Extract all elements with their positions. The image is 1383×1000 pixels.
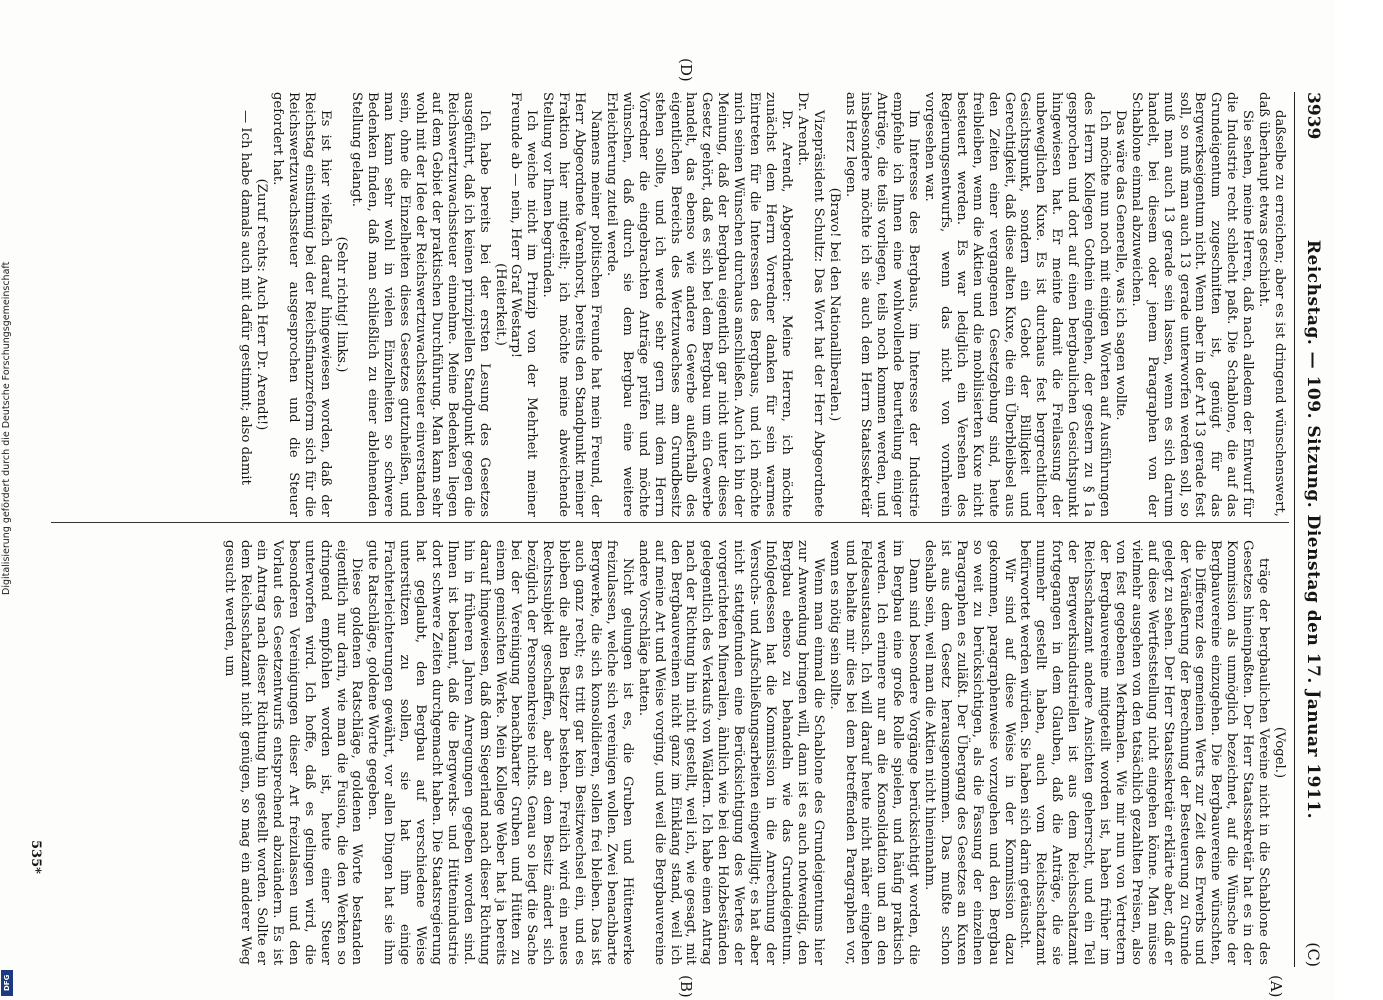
left-paragraph: Es ist hier vielfach darauf hingewiesen worden, daß der Reichstag einstimmig bei der Reichsfinanzreform sich für die Reichswertzuwachssteuer ausgesprochen und die Steuer gefordert hat.	[269, 92, 333, 517]
left-paragraph: Dr. Arendt, Abgeordneter: Meine Herren, ich möchte zunächst dem Herrn Vorredner danken für sein warmes Eintreten für die Interessen des Bergbaus, und ich möchte mich seinen Wünschen durchaus anschließen. Auch ich bin der Meinung, daß der Bergbau eigentlich gar nicht unter dieses Gesetz gehört, daß es sich bei dem Bergbau um ein Gewerbe handelt, das ebenso wie andere Gewerbe außerhalb des eigentlichen Bereichs des Wertzuwachses am Grundbesitz stehen sollte, und ich werde sehr gern mit dem Herrn Vorredner die eingebrachten Anträge prüfen und möchte wünschen, daß durch sie dem Bergbau eine weitere Erleichterung zuteil werde.	[603, 92, 794, 517]
page-title: Reichstag. — 109. Sitzung. Dienstag den 17. Januar 1911.	[1303, 239, 1323, 820]
left-paragraph: Ich habe bereits bei der ersten Lesung des Gesetzes ausgeführt, daß ich keinen prinzipiellen Standpunkt gegen die Reichswertzuwachssteuer einnehme. Meine Bedenken liegen auf dem Gebiet der praktischen Durchführung. Man kann sehr wohl mit der Idee der Reichswertzuwachssteuer einverstanden sein, ohne die Einzelheiten dieses Gesetzes gutzuheißen, und man kann sehr wohl in vielen Einzelheiten so schwere Bedenken finden, daß man schließlich zu einer ablehnenden Stellung gelangt.	[349, 92, 492, 517]
right-paragraph: (Vogel.)	[1272, 726, 1287, 779]
left-paragraph: Namens meiner politischen Freunde hat mein Freund, der Herr Abgeordnete Varenhorst, bereits den Standpunkt meiner Fraktion hier mitgeteilt; ich möchte meine abweichende Stellung vor Ihnen begründen.	[540, 92, 604, 517]
right-paragraph: träge der bergbaulichen Vereine nicht in die Schablone des Gesetzes hineinpaßten. Der Herr Staatssekretär hat es in der Kommission als unmöglich bezeichnet, auf die Wünsche der Bergbauvereine einzugehen. Die Bergbauvereine wünschten, die Differenz des gemeinen Werts zur Zeit des Erwerbs und der Veräußerung der Berechnung der Besteuerung zu Grunde gelegt zu sehen. Der Herr Staatssekretär erklärte aber, daß er auf diese Wertfeststellung nicht eingehen könne. Man müsse vielmehr ausgehen von den tatsächlich gezahlten Preisen, also von fest gegebenen Merkmalen. Wie mir nun von Vertretern der Bergbauvereine mitgeteilt worden ist, haben früher im Reichsschatzamt andere Ansichten geherrscht, und ein Teil der Bergwerksindustriellen ist aus dem Reichsschatzamt fortgegangen in dem Glauben, daß die Anträge, die sie nunmehr gestellt haben, auch vom Reichsschatzamt befürwortet werden würden. Sie haben sich darin getäuscht.	[1017, 540, 1272, 965]
header-rule	[1294, 92, 1295, 967]
left-column	[237, 92, 1287, 517]
right-paragraph: Wir sind auf diese Weise in der Kommission dazu gekommen, paragraphenweise vorzugehen und den Bergbau so weit zu berücksichtigen, als die Fassung der einzelnen Paragraphen es zuläßt. Der Übergang des Gesetzes an Kuxen ist aus dem Gesetz herausgenommen. Das mußte schon deshalb sein, weil man die Aktien nicht hineinnahm.	[922, 540, 1017, 965]
signature-mark: 535*	[28, 840, 43, 874]
column-marker-header: (C)	[1304, 942, 1323, 967]
right-paragraph: Nicht gelungen ist es, die Gruben und Hüttenwerke freizulassen, welche sich vereinigen wollen. Zwei benachbarte Bergwerke, die sich konsolidieren, sollen frei bleiben. Das ist auch ganz recht; es tritt gar kein Besitzwechsel ein, und es bleiben die alten Besitzer bestehen. Freilich wird ein neues Rechtssubjekt geschaffen, aber an dem Besitz ändert sich bezüglich der Personenkreise nichts. Genau so liegt die Sache bei der Vereinigung benachbarter Gruben und Hütten zu einem gemischten Werke. Mein Kollege Weber hat ja bereits darauf hingewiesen, daß dem Siegerland nach dieser Richtung hin in früheren Jahren Anregungen gegeben worden sind. Ihnen ist bekannt, daß die Bergwerks- und Hüttenindustrie dort schwere Zeiten durchgemacht haben. Die Staatsregierung hat geglaubt, den Bergbau auf verschiedene Weise unterstützen zu sollen, sie hat ihm einige Frachterleichterungen gewährt, vor allen Dingen hat sie ihm gute Ratschläge, goldene Worte gegeben.	[365, 540, 635, 965]
left-paragraph: Im Interesse des Bergbaus, im Interesse der Industrie empfehle ich Ihnen eine wohlwollende Beurteilung einiger Anträge, die teils vorliegen, teils noch kommen werden, und insbesondere möchte ich sie auch dem Herrn Staatssekretär ans Herz legen.	[842, 92, 922, 517]
page-header	[1297, 92, 1327, 967]
column-divider	[51, 522, 1289, 523]
left-paragraph: (Heiterkeit.)	[492, 263, 508, 346]
left-paragraph: (Zuruf rechts: Auch Herr Dr. Arendt!)	[254, 178, 269, 431]
left-paragraph: — Ich habe damals auch mit dafür gestimmt; also damit	[238, 110, 254, 485]
page-number: 3939	[1303, 92, 1323, 140]
left-paragraph: (Sehr richtig! links.)	[333, 236, 349, 373]
right-paragraph: Dann sind besondere Vorgänge berücksichtigt worden, die im Bergbau eine große Rolle spielen, und häufig praktisch werden. Ich erinnere nur an die Konsolidation und an den Feldesaustausch. Ich will darauf heute nicht näher eingehen und behalte mir dies bei dem betreffenden Paragraphen vor, wenn es nötig sein sollte.	[826, 540, 922, 965]
left-paragraph: Ich weiche nicht im Prinzip von der Mehrheit meiner Freunde ab — nein, Herr Graf Westarp!	[508, 92, 540, 517]
left-paragraph: Das wäre das Generelle, was ich sagen wollte.	[1112, 110, 1128, 421]
right-column	[221, 540, 1287, 965]
margin-marker-d: (D)	[677, 58, 695, 82]
left-paragraph: Sie sehen, meine Herren, daß nach alledem der Entwurf für die Industrie recht schlecht paßt. Die Schablone, die auf das Grundeigentum zugeschnitten ist, genügt für das Bergwerkseigentum nicht. Wenn aber in der Art 13 gerade fest soll, so muß man auch 13 gerade unterworfen werden soll, so muß man auch 13 gerade sein lassen, wenn es sich darum handelt, bei diesem oder jenem Paragraphen von der Schablone einmal abzuweichen.	[1128, 92, 1256, 517]
dfg-logo-icon: DFG	[1, 970, 13, 996]
left-paragraph: daßselbe zu erreichen; aber es ist dringend wünschenswert, daß überhaupt etwas geschieht.	[1256, 92, 1287, 517]
right-paragraph: Diese goldenen Ratschläge, goldenen Worte bestanden eigentlich nur darin, wie man die Fusion, die den Werken so dringend empfohlen worden ist, heute einer Steuer unterworfen wird. Ich hoffe, daß es gelingen wird, die besonderen Vereinigungen dieser Art freizulassen und den Vorlaut des Gesetzentwurfs entsprechend abzuändern. Es ist ein Antrag nach dieser Richtung hin gestellt worden. Sollte er dem Reichsschatzamt nicht genügen, so mag ein anderer Weg gesucht werden, um	[222, 540, 365, 965]
margin-marker-a: (A)	[1267, 975, 1285, 998]
right-paragraph: Wenn man einmal die Schablone des Grundeigentums hier zur Anwendung bringen will, dann ist es auch notwendig, den Bergbau ebenso zu behandeln wie das Grundeigentum. Infolgedessen hat die Kommission in die Anrechnung der Versuchs- und Aufschließungsarbeiten eingewilligt; es hat aber nicht stattgefunden eine Berücksichtigung des Wertes der vorgerichteten Mineralien, ähnlich wie bei den Holzbeständen gelegentlich des Verkaufs von Wäldern. Ich habe einen Antrag nach der Richtung hin nicht gestellt, weil ich, wie gesagt, mit den Bergbauvereinen nicht ganz im Einklang stand, weil ich auf meine Art und Weise vorging, und weil die Bergbauvereine andere Vorschläge hatten.	[635, 540, 826, 965]
left-paragraph: Ich möchte nun noch mit einigen Worten auf Ausführungen des Herrn Kollegen Gothein eingehen, der gestern zu § 1a gesprochen und dort auf einen bergbaulichen Gesichtspunkt hingewiesen hat. Er meinte damit die Freilassung der unbeweglichen Kuxe. Es ist durchaus fest bergrechtlicher Gesichtspunkt, sondern ein Gebot der Billigkeit und Gerechtigkeit, daß diese alten Kuxe, die ein Überbleibsel aus den Zeiten einer vergangenen Gesetzgebung sind, heute freibleiben, wenn die Aktien und die mobilisierten Kuxe nicht besteuert werden. Es war lediglich ein Versehen des Regierungsentwurfs, wenn das nicht von vornherein vorgesehen war.	[922, 92, 1113, 517]
left-paragraph: Vizepräsident Schultz: Das Wort hat der Herr Abgeordnete Dr. Arendt.	[794, 92, 826, 517]
left-paragraph: (Bravo! bei den Nationalliberalen.)	[826, 187, 842, 422]
digitization-credit: Digitalisierung gefördert durch die Deutsche Forschungsgemeinschaft	[1, 261, 12, 595]
margin-marker-b: (B)	[677, 975, 695, 998]
